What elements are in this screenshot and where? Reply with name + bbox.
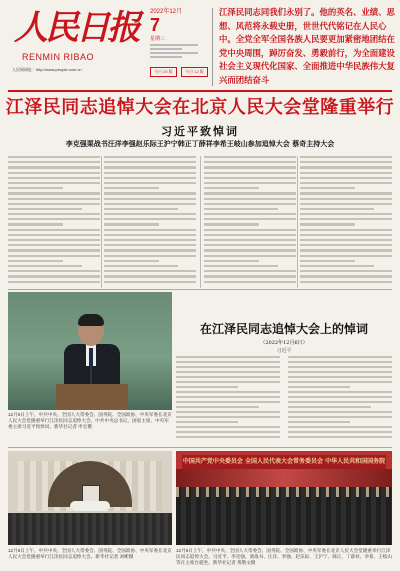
article-author: 习近平 [276, 348, 292, 354]
text-line [176, 386, 238, 388]
text-line [300, 177, 392, 179]
text-line [176, 356, 280, 358]
text-line [204, 229, 296, 231]
text-line [8, 239, 100, 241]
text-line [300, 182, 392, 184]
body-column [8, 156, 100, 286]
text-line [8, 244, 100, 246]
date-year-month: 2022年12月 [150, 9, 183, 15]
article-column [176, 356, 280, 441]
text-line [104, 208, 178, 210]
main-deck: 李克强栗战书汪洋李强赵乐际王沪宁韩正丁薛祥李希王岐山参加追悼大会 蔡奇主持大会 [65, 139, 335, 148]
text-line [176, 371, 280, 373]
text-line [288, 381, 392, 383]
text-line [288, 401, 392, 403]
text-line [300, 208, 374, 210]
body-column [204, 156, 296, 286]
main-headline: 江泽民同志追悼大会在北京人民大会堂隆重举行 [5, 97, 395, 118]
podium [56, 384, 128, 410]
text-line [176, 391, 280, 393]
text-line [176, 411, 280, 413]
text-line [104, 239, 196, 241]
text-line [300, 203, 392, 205]
text-line [288, 411, 392, 413]
crowd-heads [176, 487, 392, 497]
column-divider [297, 156, 298, 288]
text-line [300, 192, 392, 194]
text-line [204, 182, 296, 184]
datebox-line [150, 44, 198, 46]
text-line [300, 218, 392, 220]
photo-caption: 12月6日上午，中共中央、全国人大常委会、国务院、全国政协、中央军委在北京人民大会堂隆重举行江泽民同志追悼大会。中共中央总书记、国家主席、中央军委主席习近平致悼词。新华社记者 申宏摄 [8, 412, 172, 429]
site-url: 人民网网址：http://www.people.com.cn [12, 67, 82, 72]
column-divider [101, 156, 102, 288]
text-line [300, 161, 392, 163]
text-line [104, 213, 196, 215]
text-line [204, 275, 296, 277]
text-line [176, 431, 280, 433]
text-line [288, 426, 392, 428]
edition-stamp: 今日 20 版 [150, 67, 177, 77]
date-weekday: 星期三 [150, 36, 166, 42]
photo-speaker [8, 292, 172, 410]
text-line [288, 436, 392, 438]
text-line [104, 229, 196, 231]
text-line [300, 270, 392, 272]
text-line [176, 361, 280, 363]
main-subhead: 习近平致悼词 [161, 125, 239, 138]
text-line [104, 192, 196, 194]
text-line [288, 371, 392, 373]
body-column [300, 156, 392, 286]
text-line [104, 156, 196, 158]
text-line [204, 239, 296, 241]
text-line [8, 208, 82, 210]
text-line [8, 192, 100, 194]
text-line [176, 401, 280, 403]
text-line [204, 249, 296, 251]
text-line [300, 198, 392, 200]
text-line [176, 416, 280, 418]
text-line [204, 218, 296, 220]
text-line [288, 431, 392, 433]
text-line [104, 244, 196, 246]
text-line [204, 192, 296, 194]
text-line [8, 223, 63, 225]
text-line [8, 177, 100, 179]
text-line [204, 156, 296, 158]
text-line [8, 270, 100, 272]
datebox [150, 6, 208, 88]
text-line [104, 166, 196, 168]
section-divider [8, 447, 392, 448]
text-line [204, 213, 296, 215]
text-line [104, 223, 159, 225]
text-line [104, 177, 196, 179]
text-line [176, 381, 280, 383]
lead-quote: 江泽民同志同我们永别了。他的英名、业绩、思想、风范将永载史册，世世代代铭记在人民心中。全党全军全国各族人民要更加紧密地团结在党中央周围，踔厉奋发、勇毅前行，为全面建设社会主义现代化国家、全面推进中华民族伟大复兴而团结奋斗 [219, 7, 395, 85]
datebox-line [150, 48, 182, 50]
text-line [204, 172, 296, 174]
text-line [8, 161, 100, 163]
text-line [104, 234, 196, 236]
text-line [8, 255, 100, 257]
rostrum [176, 469, 392, 487]
text-line [204, 255, 296, 257]
text-line [104, 172, 196, 174]
text-line [104, 203, 196, 205]
text-line [300, 239, 392, 241]
hall-banner: 中国共产党中央委员会 全国人民代表大会常务委员会 中华人民共和国国务院 [182, 455, 386, 469]
edition-stamp: 今日 12 版 [181, 67, 208, 77]
text-line [104, 270, 196, 272]
text-line [8, 182, 100, 184]
text-line [204, 161, 296, 163]
text-line [204, 223, 259, 225]
text-line [104, 218, 196, 220]
text-line [288, 406, 371, 408]
text-line [104, 281, 196, 283]
article-date: （2022年12月6日） [260, 340, 308, 346]
text-line [8, 275, 100, 277]
text-line [176, 406, 259, 408]
text-line [300, 223, 355, 225]
column-divider [200, 156, 201, 288]
masthead-logo: 人民日报 [14, 8, 138, 48]
text-line [8, 229, 100, 231]
text-line [104, 249, 196, 251]
text-line [204, 244, 296, 246]
text-line [300, 249, 392, 251]
datebox-line [150, 56, 182, 58]
text-line [204, 198, 296, 200]
text-line [300, 244, 392, 246]
text-line [300, 265, 374, 267]
text-line [104, 275, 196, 277]
text-line [8, 234, 100, 236]
photo-hall [8, 451, 172, 545]
text-line [8, 218, 100, 220]
text-line [8, 249, 100, 251]
text-line [8, 198, 100, 200]
text-line [300, 281, 392, 283]
date-day: 7 [150, 15, 161, 35]
wreath [70, 501, 110, 511]
text-line [204, 187, 259, 189]
text-line [300, 275, 392, 277]
text-line [104, 182, 196, 184]
text-line [288, 391, 392, 393]
text-line [176, 376, 280, 378]
text-line [204, 281, 296, 283]
text-line [300, 260, 355, 262]
text-line [176, 366, 280, 368]
text-line [288, 421, 350, 423]
crowd [8, 513, 172, 545]
photo-caption: 12月6日上午，中共中央、全国人大常委会、国务院、全国政协、中央军委在北京人民大会堂隆重举行江泽民同志追悼大会。习近平、李克强、栗战书、汪洋、李强、赵乐际、王沪宁、韩正、丁薛祥、李希、王岐山等在主席台就坐。新华社记者 黄敬文摄 [176, 548, 392, 565]
photo-rostrum [176, 451, 392, 545]
masthead-romanized-title: RENMIN RIBAO [22, 52, 95, 62]
text-line [300, 156, 392, 158]
text-line [204, 208, 278, 210]
text-line [288, 416, 392, 418]
text-line [176, 426, 280, 428]
text-line [104, 161, 196, 163]
text-line [8, 187, 63, 189]
masthead-rule [8, 90, 392, 92]
text-line [300, 255, 392, 257]
text-line [300, 229, 392, 231]
text-line [288, 356, 392, 358]
text-line [204, 265, 278, 267]
text-line [288, 396, 392, 398]
text-line [104, 198, 196, 200]
text-line [8, 156, 100, 158]
text-line [204, 203, 296, 205]
text-line [300, 166, 392, 168]
text-line [8, 281, 100, 283]
text-line [8, 172, 100, 174]
masthead-divider [212, 8, 213, 86]
text-line [176, 396, 280, 398]
text-line [300, 234, 392, 236]
text-line [204, 177, 296, 179]
text-line [288, 366, 392, 368]
text-line [204, 270, 296, 272]
body-column [104, 156, 196, 286]
article-column [288, 356, 392, 441]
text-line [204, 234, 296, 236]
text-line [104, 255, 196, 257]
text-line [288, 386, 350, 388]
text-line [300, 172, 392, 174]
section-divider [8, 289, 392, 290]
article-title: 在江泽民同志追悼大会上的悼词 [199, 322, 368, 336]
photo-caption: 12月6日上午，中共中央、全国人大常委会、国务院、全国政协、中央军委在北京人民大会堂隆重举行江泽民同志追悼大会。新华社记者 刘彬摄 [8, 548, 172, 559]
text-line [288, 361, 392, 363]
text-line [300, 187, 355, 189]
text-line [204, 260, 259, 262]
datebox-line [150, 52, 198, 54]
text-line [300, 213, 392, 215]
text-line [288, 376, 392, 378]
text-line [104, 187, 159, 189]
text-line [176, 436, 280, 438]
text-line [8, 213, 100, 215]
microphone-icon [90, 366, 92, 386]
text-line [8, 260, 63, 262]
text-line [8, 203, 100, 205]
text-line [8, 265, 82, 267]
text-line [176, 421, 238, 423]
text-line [204, 166, 296, 168]
text-line [104, 260, 159, 262]
text-line [8, 166, 100, 168]
text-line [104, 265, 178, 267]
